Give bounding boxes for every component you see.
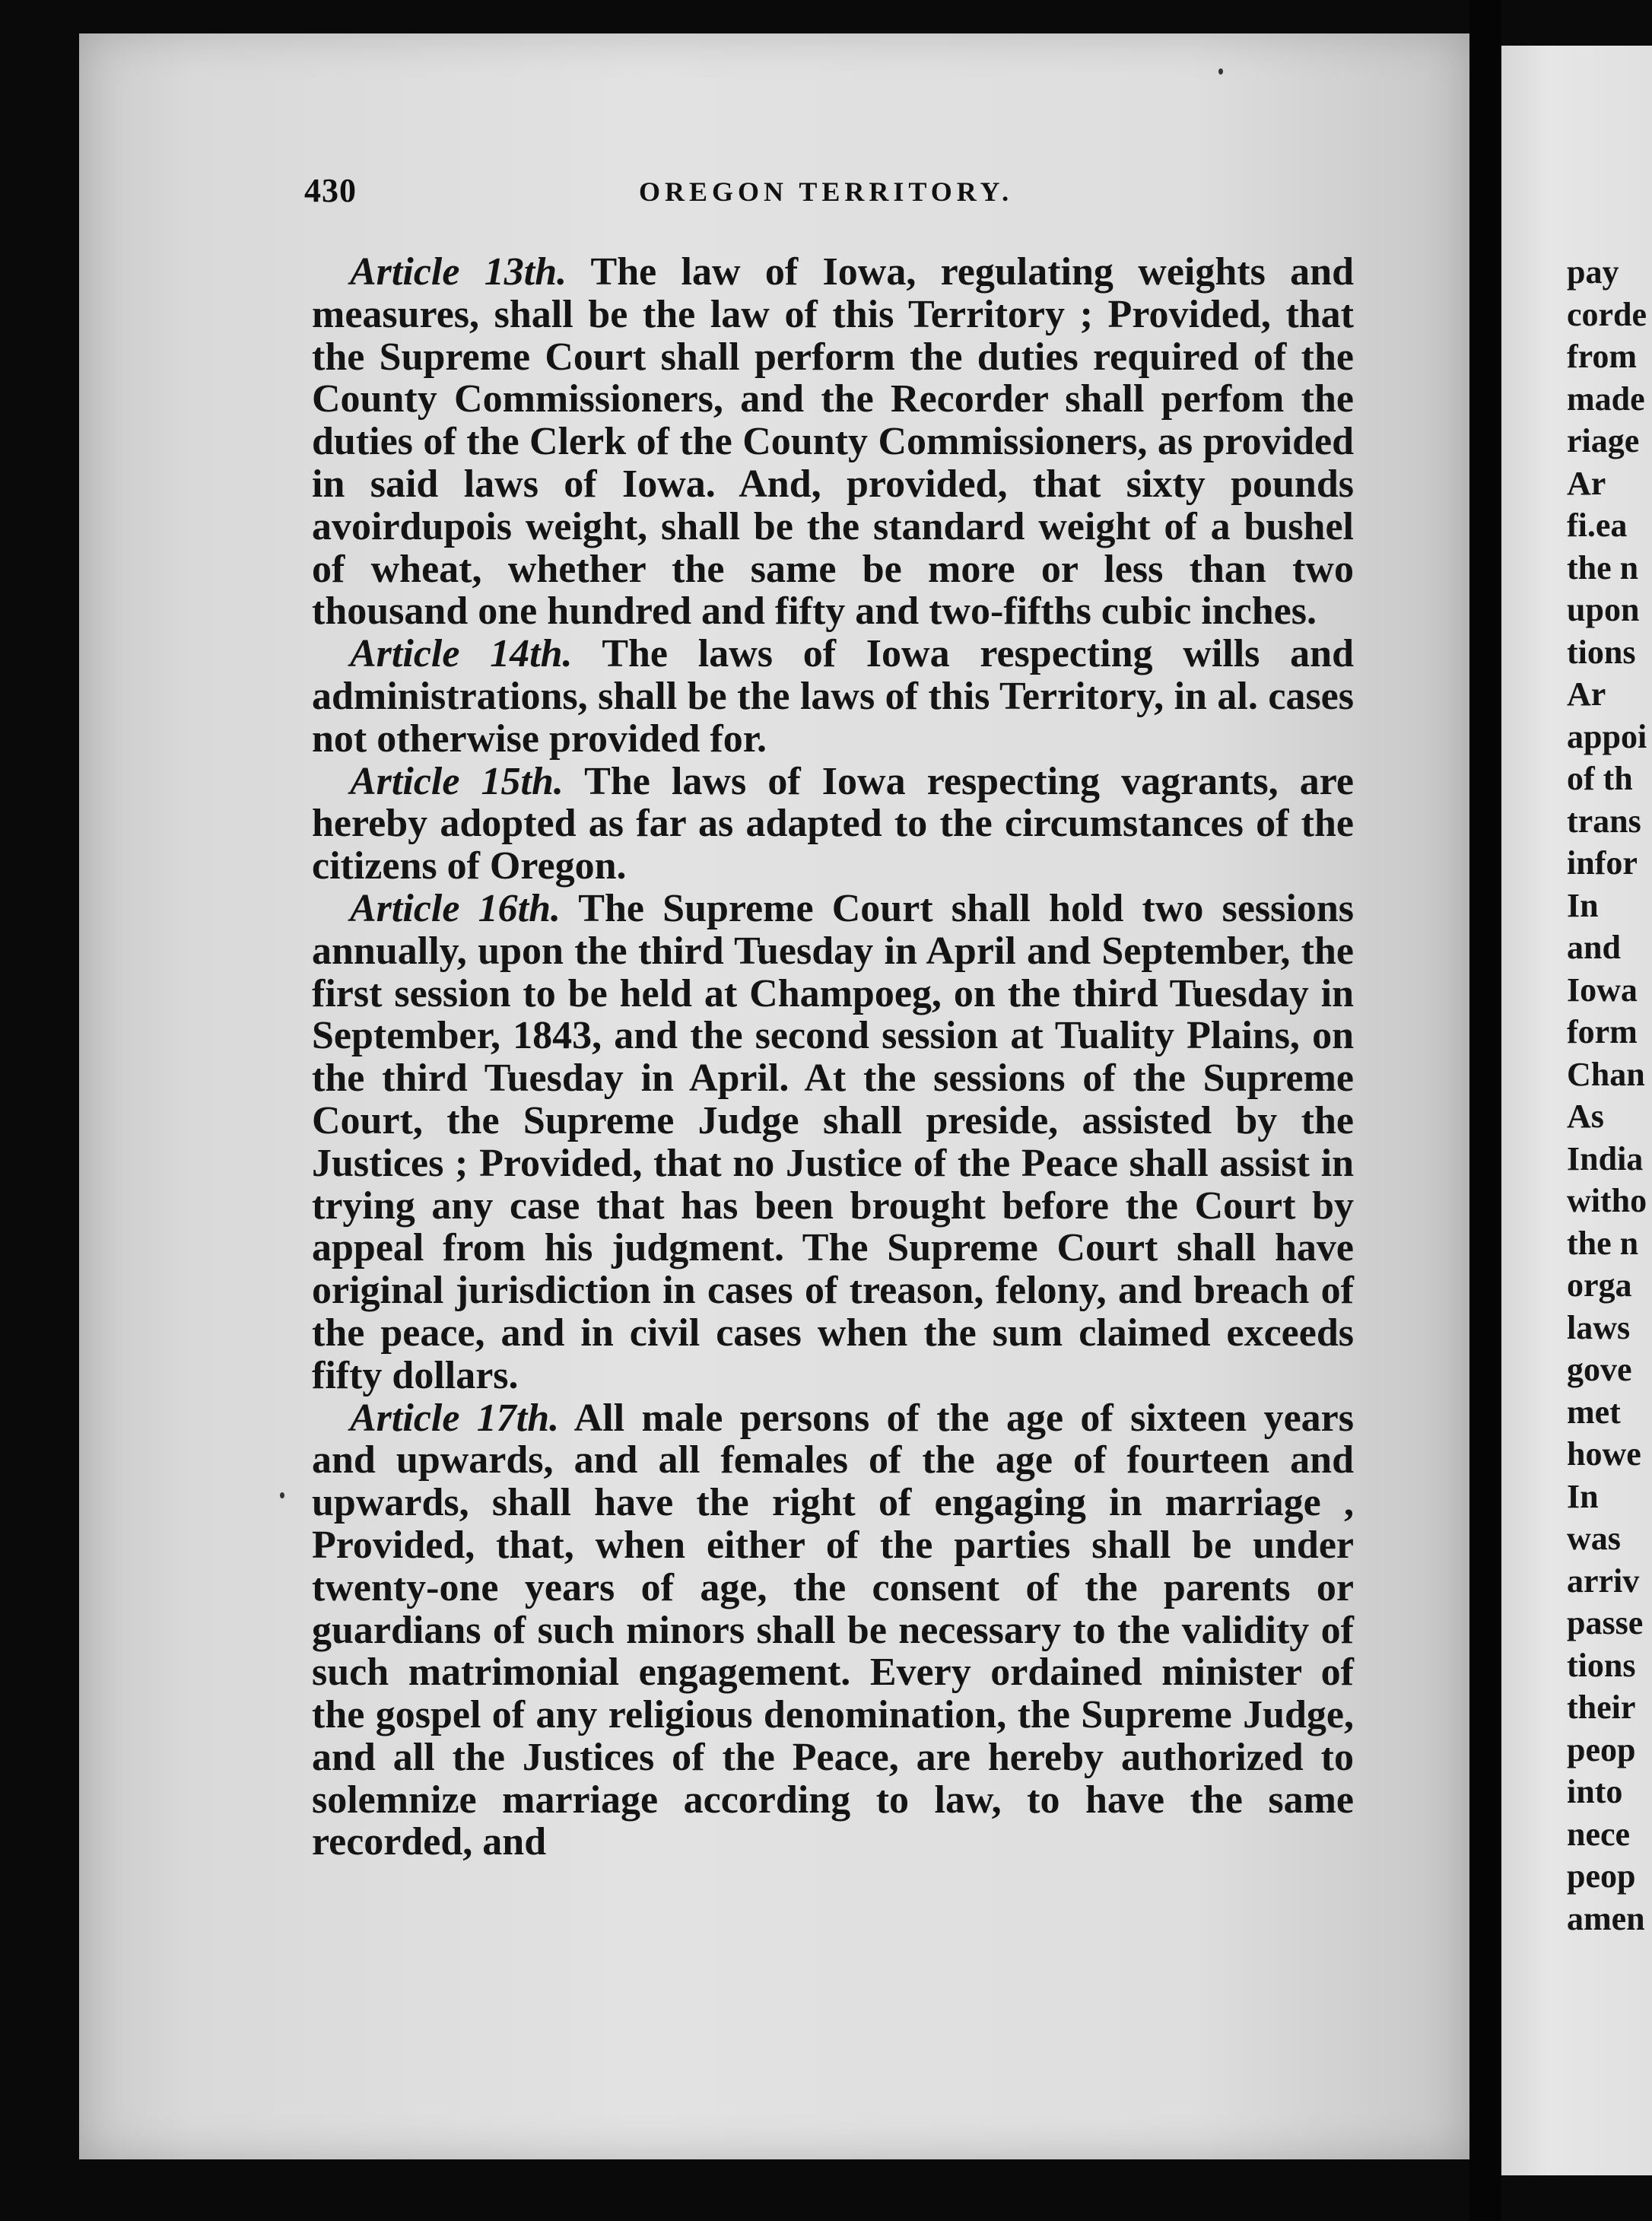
next-page-fragment: tions <box>1567 1646 1636 1684</box>
next-page-fragment: peop <box>1567 1730 1636 1768</box>
next-page-fragment: met <box>1567 1393 1621 1431</box>
book-gutter <box>1469 0 1501 2221</box>
article-text: The law of Iowa, regulating weights and measures, shall be the law of this Territory ; Provided, that the Supreme Court shall perform the duties required of the County Commissioners, and the Recorder shall perfom the duties of the Clerk of the County Commissioners, as provided in said laws of Iowa. And, provided, that sixty pounds avoirdupois weight, shall be the standard weight of a bushel of wheat, whether the same be more or less than two thousand one hundred and fifty and two-fifths cubic inches. <box>312 250 1354 634</box>
article-paragraph <box>312 633 1354 760</box>
next-page-fragment: infor <box>1567 844 1638 882</box>
article-paragraph <box>312 761 1354 888</box>
next-page-fragment: As <box>1567 1098 1604 1135</box>
next-page-fragment: pay <box>1567 253 1619 291</box>
next-page-fragment: riage <box>1567 422 1640 459</box>
next-page-fragment: tions <box>1567 633 1636 671</box>
next-page-fragment: into <box>1567 1773 1623 1810</box>
next-page-fragments <box>1567 251 1652 1940</box>
next-page-fragment: In <box>1567 886 1599 924</box>
article-label: Article 17th. <box>350 1396 560 1440</box>
article-paragraph <box>312 888 1354 1397</box>
article-text: All male persons of the age of sixteen years and upwards, and all females of the age of fourteen and upwards, shall have the right of engaging in marriage , Provided, that, when either of the parties shall be under twenty-one years of age, the consent of the parents or guardians of such minors shall be necessary to the validity of such matrimonial engagement. Every ordained minister of the gospel of any religious denomination, the Supreme Judge, and all the Justices of the Peace, are hereby authorized to solemnize marriage according to law, to have the same recorded, and <box>312 1396 1354 1864</box>
next-page-fragment: arriv <box>1567 1562 1640 1600</box>
next-page-fragment: gove <box>1567 1351 1632 1388</box>
next-page-fragment: the n <box>1567 1224 1639 1262</box>
next-page-fragment: and <box>1567 929 1621 966</box>
next-page-fragment: appoi <box>1567 717 1647 755</box>
next-page-fragment: of th <box>1567 760 1633 797</box>
paper-speck <box>280 1492 284 1498</box>
next-page-fragment: was <box>1567 1520 1621 1557</box>
next-page-fragment: from <box>1567 338 1638 375</box>
next-page-fragment: In <box>1567 1477 1599 1515</box>
article-text: The laws of Iowa respecting vagrants, are hereby adopted as far as adapted to the circumstances of the citizens of Oregon. <box>312 759 1354 888</box>
next-page-fragment: nece <box>1567 1815 1631 1853</box>
article-paragraph <box>312 1397 1354 1864</box>
next-page-fragment: Chan <box>1567 1055 1645 1093</box>
next-page-fragment: howe <box>1567 1435 1641 1473</box>
article-label: Article 15th. <box>350 759 564 803</box>
next-page-fragment: the n <box>1567 548 1639 586</box>
next-page-fragment: Ar <box>1567 675 1606 713</box>
next-page-fragment: trans <box>1567 802 1641 840</box>
next-page-fragment: witho <box>1567 1182 1647 1219</box>
next-page-fragment: India <box>1567 1139 1644 1177</box>
article-label: Article 16th. <box>350 886 561 930</box>
next-page-fragment: Iowa <box>1567 971 1638 1009</box>
next-page-fragment: Ar <box>1567 464 1606 502</box>
page-number: 430 <box>304 172 357 209</box>
next-page-fragment: orga <box>1567 1266 1632 1304</box>
next-page-fragment: corde <box>1567 295 1647 333</box>
paper-speck <box>1218 68 1223 75</box>
next-page-fragment: peop <box>1567 1857 1636 1895</box>
article-paragraph <box>312 251 1354 633</box>
next-page-fragment: made <box>1567 380 1645 418</box>
article-body <box>312 251 1354 1864</box>
article-label: Article 14th. <box>350 632 573 676</box>
next-page-fragment: form <box>1567 1013 1638 1050</box>
article-text: The laws of Iowa respecting wills and administrations, shall be the laws of this Territory, in al. cases not otherwise provided for. <box>312 632 1354 761</box>
next-page-fragment: laws <box>1567 1308 1631 1346</box>
next-page-fragment: upon <box>1567 591 1640 628</box>
next-page-fragment: fi.ea <box>1567 507 1628 544</box>
running-header <box>228 171 1399 217</box>
article-label: Article 13th. <box>350 250 567 294</box>
next-page-fragment: passe <box>1567 1604 1644 1641</box>
article-text: The Supreme Court shall hold two sessions annually, upon the third Tuesday in April and September, the first session to be held at Champoeg, on the third Tuesday in September, 1843, and the second session at Tuality Plains, on the third Tuesday in April. At the sessions of the Supreme Court, the Supreme Judge shall preside, assisted by the Justices ; Provided, that no Justice of the Peace shall assist in trying any case that has been brought before the Court by appeal from his judgment. The Supreme Court shall have original jurisdiction in cases of treason, felony, and breach of the peace, and in civil cases when the sum claimed exceeds fifty dollars. <box>312 886 1354 1397</box>
next-page-fragment: amen <box>1567 1899 1645 1937</box>
running-title: OREGON TERRITORY. <box>639 176 1014 207</box>
next-page-fragment: their <box>1567 1689 1636 1726</box>
